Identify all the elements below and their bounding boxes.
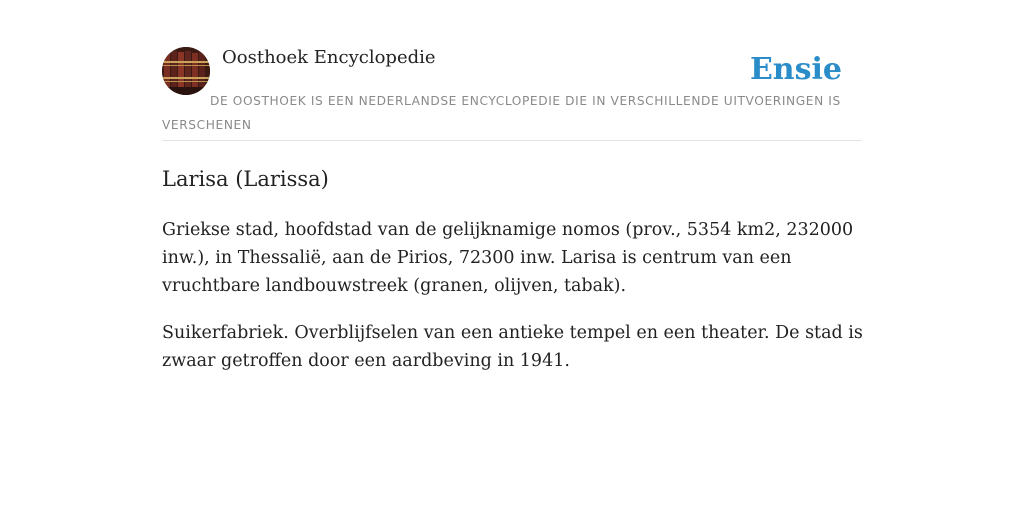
source-header (162, 46, 862, 141)
source-description: DE OOSTHOEK IS EEN NEDERLANDSE ENCYCLOPEDIE DIE IN VERSCHILLENDE UITVOERINGEN IS VERSCHENEN (162, 94, 841, 132)
entry-body (162, 216, 864, 394)
source-avatar[interactable] (162, 47, 210, 95)
entry-paragraph: Suikerfabriek. Overblijfselen van een antieke tempel en een theater. De stad is zwaar getroffen door een aardbeving in 1941. (162, 323, 863, 371)
entry-paragraph: Griekse stad, hoofdstad van de gelijknamige nomos (prov., 5354 km2, 232000 inw.), in Thessalië, aan de Pirios, 72300 inw. Larisa is centrum van een vruchtbare landbouwstreek (granen, olijven, tabak). (162, 220, 854, 296)
entry-title: Larisa (Larissa) (162, 167, 329, 191)
brand-logo[interactable]: Ensie (749, 52, 842, 87)
source-title[interactable]: Oosthoek Encyclopedie (222, 47, 436, 68)
book-spines-image (162, 47, 210, 95)
